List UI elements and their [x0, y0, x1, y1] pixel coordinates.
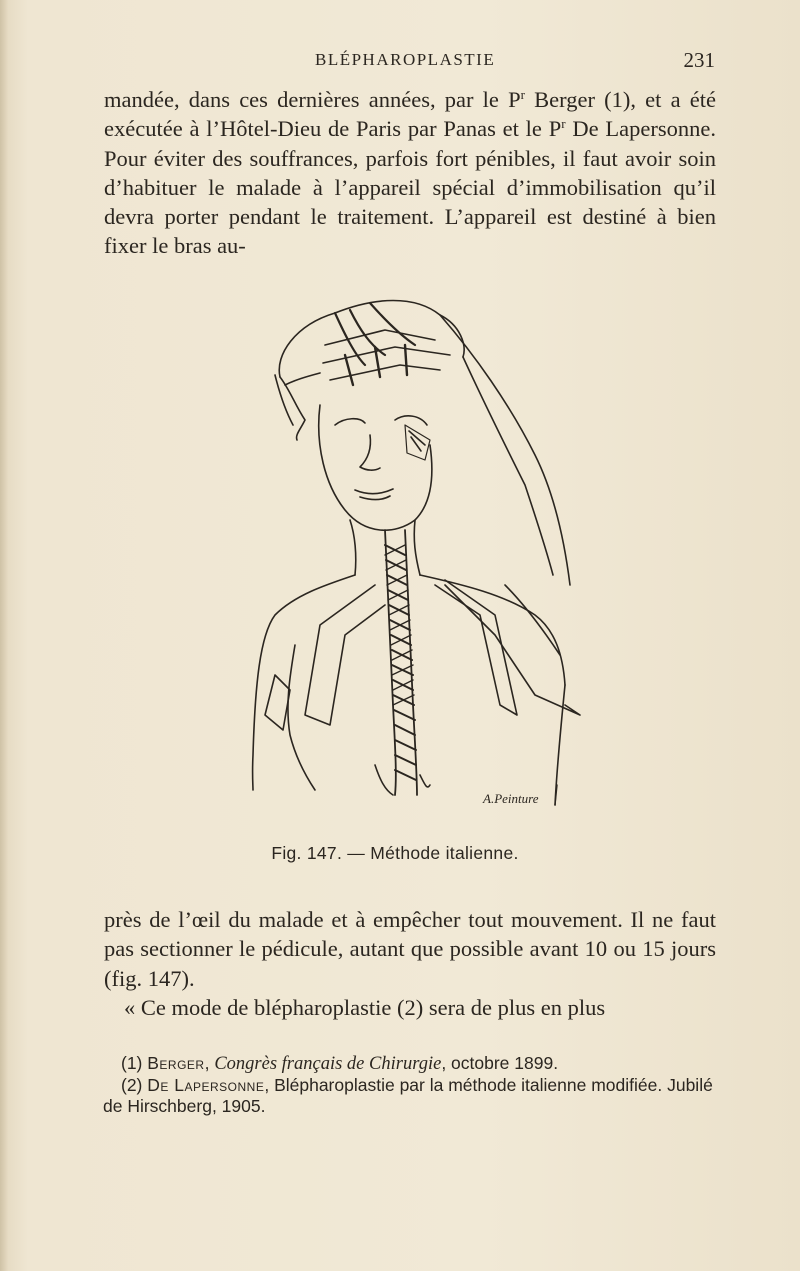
- artist-signature: A.Peinture: [483, 791, 539, 806]
- figure-caption: Fig. 147. — Méthode italienne.: [271, 843, 519, 863]
- paragraph-1: mandée, dans ces dernières années, par le $P^r$ Berger (1), et a été exécutée à l’Hôtel-Dieu de Paris par Panas et le $P^r$ De Lapersonne. Pour éviter des souffrances, parfois fort pénibles, il faut avoir soin d’habituer le malade à l’appareil spécial d’immobilisation qu’il devra porter pendant le traitement. L’appareil est destiné à bien fixer le bras au-: [104, 87, 716, 259]
- paragraph-2: près de l’œil du malade et à empêcher tout mouvement. Il ne faut pas sectionner le pédicule, autant que possible avant 10 ou 15 jours (fig. 147).: [104, 907, 716, 991]
- footnote-1: (1) Berger, Congrès français de Chirurgie, octobre 1899.: [121, 1053, 559, 1074]
- page-spine-shadow: [0, 0, 8, 1271]
- page-header: [100, 50, 715, 74]
- italian-method-drawing: [235, 285, 595, 825]
- footnote-2: (2) De Lapersonne, Blépharoplastie par la méthode italienne modifiée. Jubilé de Hirschberg, 1905.: [103, 1075, 713, 1116]
- footnotes: [103, 1053, 715, 1117]
- page-number: 231: [683, 48, 715, 72]
- figure-illustration: [235, 285, 595, 825]
- running-head: BLÉPHAROPLASTIE: [315, 50, 496, 69]
- paragraph-3: « Ce mode de blépharoplastie (2) sera de plus en plus: [124, 995, 606, 1020]
